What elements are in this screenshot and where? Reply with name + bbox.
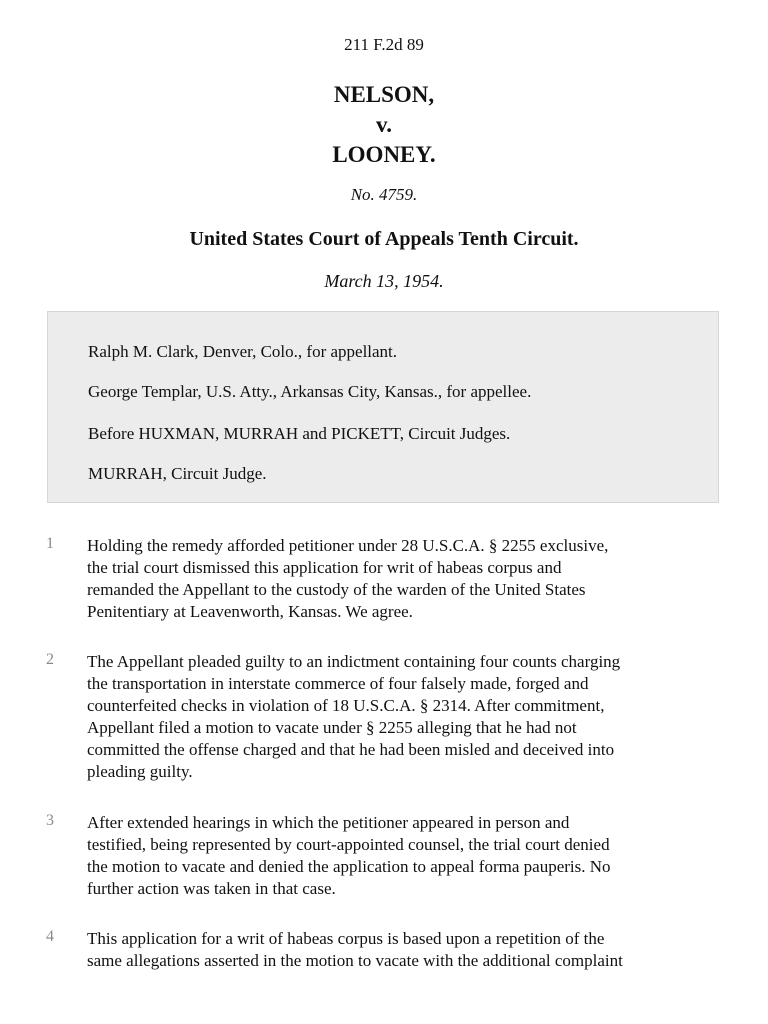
paragraph-text: Holding the remedy afforded petitioner under 28 U.S.C.A. § 2255 exclusive, the trial court dismissed this application for writ of habeas corpus and remanded the Appellant to the custody of the warden of the United States Penitentiary at Leavenworth, Kansas. We agree.: [87, 536, 609, 621]
appellant-counsel: Ralph M. Clark, Denver, Colo., for appellant.: [88, 342, 398, 361]
docket-number: No. 4759.: [350, 185, 418, 204]
opinion-author: MURRAH, Circuit Judge.: [88, 464, 267, 483]
judges-panel: Before HUXMAN, MURRAH and PICKETT, Circuit Judges.: [88, 424, 511, 443]
appellee-counsel: George Templar, U.S. Atty., Arkansas City, Kansas., for appellee.: [88, 382, 532, 401]
paragraph-text: The Appellant pleaded guilty to an indictment containing four counts charging the transportation in interstate commerce of four falsely made, forged and counterfeited checks in violation of 18 U.S.C.A. § 2314. After commitment, Appellant filed a motion to vacate under § 2255 alleging that he had not committed the offense charged and that he had been misled and deceived into pleading guilty.: [87, 652, 621, 781]
paragraph-number: 1: [46, 535, 54, 552]
paragraph-number: 4: [46, 928, 54, 945]
paragraph-text: After extended hearings in which the petitioner appeared in person and testified, being represented by court-appointed counsel, the trial court denied the motion to vacate and denied the application to appeal forma pauperis. No further action was taken in that case.: [87, 813, 611, 898]
decision-date: March 13, 1954.: [324, 271, 444, 291]
court-name: United States Court of Appeals Tenth Circuit.: [189, 228, 579, 250]
case-parties: [0, 80, 768, 170]
case-citation: 211 F.2d 89: [344, 35, 424, 54]
versus-label: v.: [376, 112, 392, 137]
appellee-name: LOONEY.: [332, 142, 436, 167]
paragraph-number: 2: [46, 651, 54, 668]
paragraph-text: This application for a writ of habeas corpus is based upon a repetition of the same allegations asserted in the motion to vacate with the additional complaint: [87, 929, 623, 970]
paragraph-number: 3: [46, 812, 54, 829]
appellant-name: NELSON,: [333, 82, 435, 107]
counsel-panel: [47, 311, 719, 503]
